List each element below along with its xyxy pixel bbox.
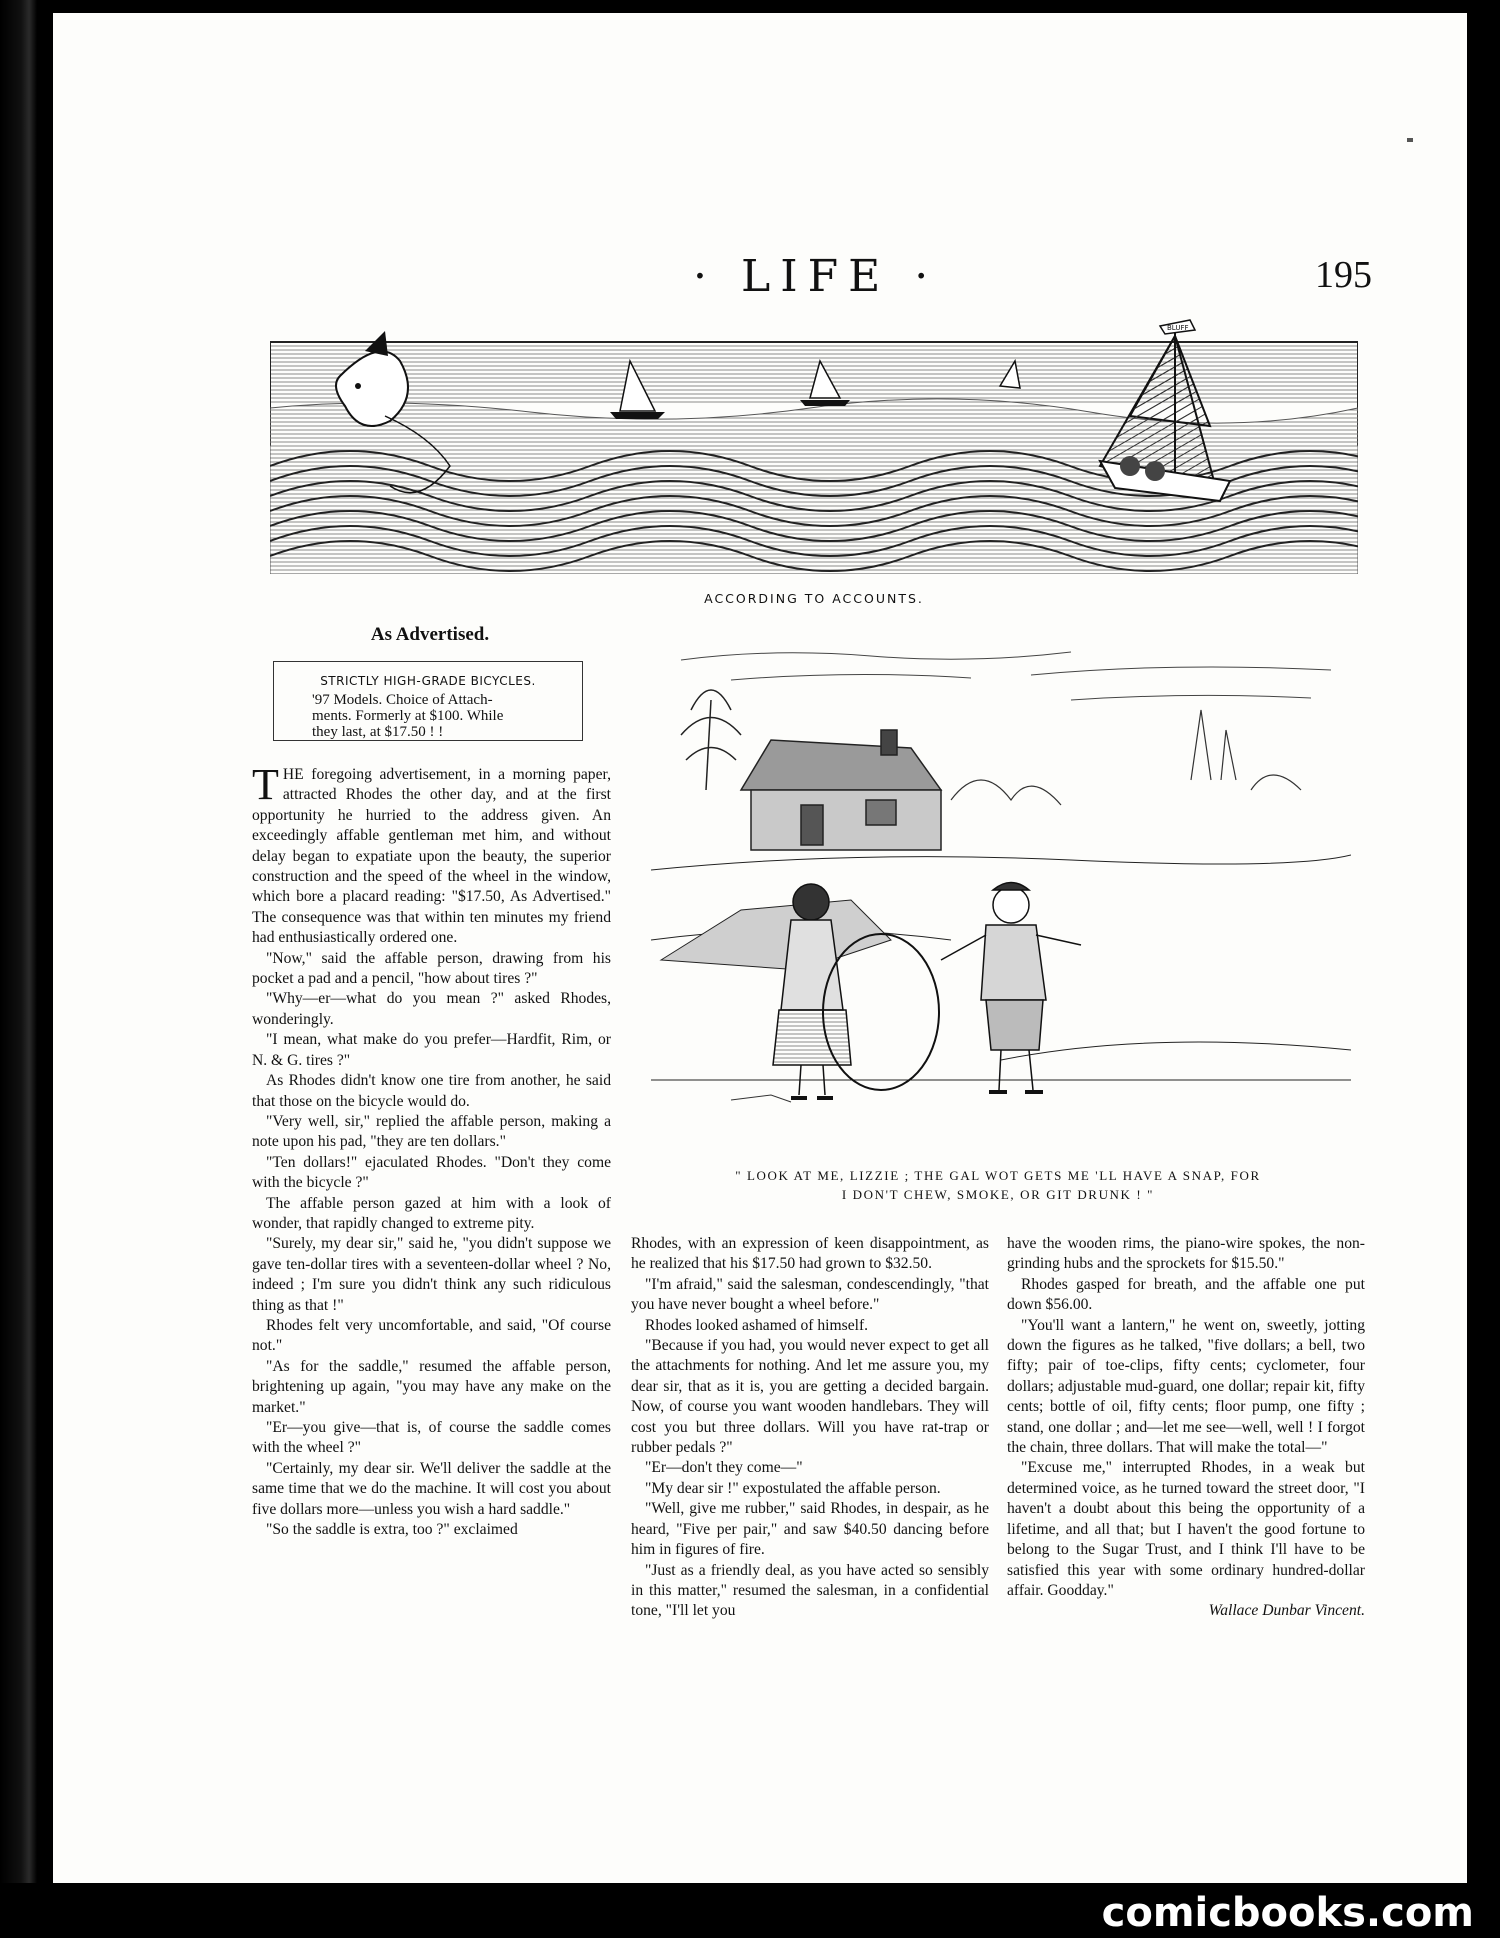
caption-line: " LOOK AT ME, LIZZIE ; THE GAL WOT GETS ME 'LL HAVE A SNAP, FOR	[735, 1168, 1261, 1183]
article-paragraph: Rhodes felt very uncomfortable, and said, "Of course not."	[252, 1316, 611, 1355]
ad-line: ments. Formerly at $100. While	[312, 708, 504, 724]
article-paragraph: As Rhodes didn't know one tire from another, he said that those on the bicycle would do.	[252, 1072, 611, 1110]
author-signature: Wallace Dunbar Vincent.	[1208, 1602, 1365, 1620]
article-paragraph: "Now," said the affable person, drawing from his pocket a pad and a pencil, "how about tires ?"	[252, 949, 611, 988]
children-with-hoop-illustration	[651, 640, 1351, 1140]
page-number: 195	[1315, 254, 1372, 296]
article-paragraph: "My dear sir !" expostulated the affable person.	[645, 1479, 941, 1497]
magazine-page	[53, 13, 1467, 1883]
article-column-1	[252, 760, 611, 1540]
article-paragraph: "Why—er—what do you mean ?" asked Rhodes, wonderingly.	[252, 990, 611, 1028]
article-paragraph: "You'll want a lantern," he went on, sweetly, jotting down the figures as he talked, "five dollars; a bell, two fifty; pair of toe-clips, fifty cents; cyclometer, four dollars; adjustable mud-guard, one dollar; repair kit, fifty cents; bottle of oil, fifty cents; floor pump, one fifty ; stand, one dollar ; and—let me see—well, well ! I forgot the chain, three dollars. That will make the total—"	[1007, 1316, 1365, 1457]
banner-illustration	[270, 316, 1358, 574]
book-spine-shadow	[0, 0, 53, 1938]
article-paragraph: "Ten dollars!" ejaculated Rhodes. "Don't they come with the bicycle ?"	[252, 1153, 611, 1192]
article-paragraph: "I mean, what make do you prefer—Hardfit, Rim, or N. & G. tires ?"	[252, 1031, 611, 1069]
article-paragraph: "Well, give me rubber," said Rhodes, in despair, as he heard, "Five per pair," and saw $40.50 dancing before him in figures of fire.	[631, 1500, 989, 1559]
article-paragraph: "Certainly, my dear sir. We'll deliver the saddle at the same time that we do the machine. It will cost you about five dollars more—unless you wish a hard saddle."	[252, 1459, 611, 1518]
article-title: As Advertised.	[370, 624, 490, 645]
illustration-caption	[631, 1166, 1365, 1204]
ad-heading: STRICTLY HIGH-GRADE BICYCLES.	[320, 674, 536, 688]
article-paragraph: have the wooden rims, the piano-wire spokes, the non-grinding hubs and the sprockets for $15.50."	[1007, 1235, 1365, 1273]
article-paragraph: THE foregoing advertisement, in a morning paper, attracted Rhodes the other day, and at the first opportunity he hurried to the address given. An exceedingly affable gentleman met him, and without delay began to expatiate upon the beauty, the superior construction and the speed of the wheel in the window, which bore a placard reading: "$17.50, As Advertised." The consequence was that within ten minutes my friend had enthusiastically ordered one.	[252, 760, 611, 947]
house	[741, 730, 941, 850]
article-column-2	[631, 1234, 989, 1622]
article-paragraph: "Just as a friendly deal, as you have acted so sensibly in this matter," resumed the salesman, in a confidential tone, "I'll let you	[631, 1561, 989, 1620]
article-paragraph: Rhodes gasped for breath, and the affable one put down $56.00.	[1007, 1275, 1365, 1314]
article-paragraph: "Excuse me," interrupted Rhodes, in a weak but determined voice, as he turned toward the street door, "I haven't a doubt about this being the opportunity of a lifetime, and all that; but I haven't the good fortune to belong to the Sugar Trust, and I think I'll have to be satisfied this year with some ordinary hundred-dollar affair. Goodday."	[1007, 1459, 1365, 1599]
ad-line: '97 Models. Choice of Attach-	[312, 692, 493, 708]
ad-body	[286, 692, 570, 740]
caption-line: I DON'T CHEW, SMOKE, OR GIT DRUNK ! "	[841, 1187, 1155, 1202]
article-paragraph: "I'm afraid," said the salesman, condescendingly, "that you have never bought a wheel before."	[631, 1275, 989, 1314]
corner-mark	[1407, 138, 1413, 142]
masthead: · LIFE ·	[693, 251, 939, 302]
article-paragraph: "As for the saddle," resumed the affable person, brightening up again, "you may have any make on the market."	[252, 1357, 611, 1416]
advertisement-box	[273, 661, 583, 741]
article-paragraph: The affable person gazed at him with a look of wonder, that rapidly changed to extreme pity.	[252, 1194, 611, 1232]
article-paragraph: "Surely, my dear sir," said he, "you didn't suppose we gave ten-dollar tires with a seventeen-dollar wheel ? No, indeed ; I'm sure you didn't think any such ridiculous thing as that !"	[252, 1235, 611, 1314]
flag-text: BLUFF	[1167, 324, 1189, 332]
article-column-3	[1007, 1234, 1365, 1622]
article-paragraph: Rhodes, with an expression of keen disappointment, as he realized that his $17.50 had grown to $32.50.	[631, 1235, 989, 1273]
article-paragraph: "Er—you give—that is, of course the saddle comes with the wheel ?"	[252, 1419, 611, 1457]
ad-line: they last, at $17.50 ! !	[312, 724, 444, 740]
article-paragraph: Rhodes looked ashamed of himself.	[645, 1316, 869, 1334]
article-paragraph: "Because if you had, you would never expect to get all the attachments for nothing. And let me assure you, my dear sir, that as it is, you are getting a decided bargain. Now, of course you want wooden handlebars. They will cost you but three dollars. Will you have rat-trap or rubber pedals ?"	[631, 1337, 989, 1457]
banner-caption: ACCORDING TO ACCOUNTS.	[704, 591, 924, 606]
drop-cap: T	[252, 760, 279, 809]
site-watermark: comicbooks.com	[1101, 1890, 1474, 1936]
article-paragraph: "So the saddle is extra, too ?" exclaimed	[266, 1521, 518, 1539]
article-paragraph: "Very well, sir," replied the affable person, making a note upon his pad, "they are ten dollars."	[252, 1112, 611, 1151]
article-paragraph: "Er—don't they come—"	[645, 1459, 803, 1477]
